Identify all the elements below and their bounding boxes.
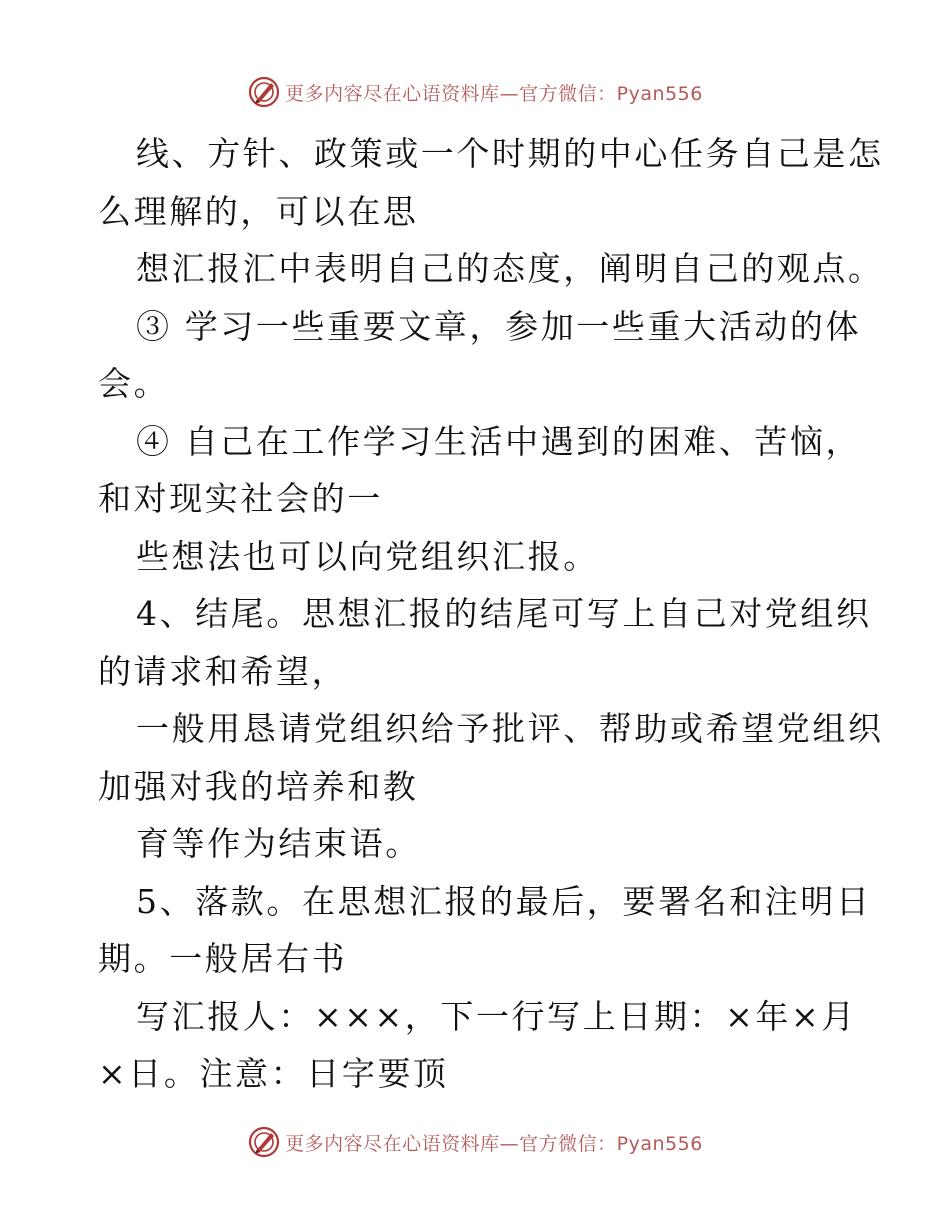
document-body	[98, 125, 884, 1103]
header-banner	[0, 72, 950, 112]
footer-banner-text: 更多内容尽在心语资料库—官方微信：Pyan556	[285, 1132, 703, 1155]
text-line: 想汇报汇中表明自己的态度，阐明自己的观点。	[136, 249, 884, 288]
footer-banner	[0, 1122, 950, 1162]
text-line: 写汇报人：×××，下一行写上日期：×年×月	[136, 996, 857, 1036]
text-line: 育等作为结束语。	[136, 824, 421, 863]
text-line: ×日。注意：日字要顶	[98, 1054, 449, 1093]
text-line: 加强对我的培养和教	[98, 766, 419, 806]
header-banner-text: 更多内容尽在心语资料库—官方微信：Pyan556	[285, 82, 703, 105]
text-line: 么理解的，可以在思	[98, 191, 419, 231]
text-line: 一般用恳请党组织给予批评、帮助或希望党组织	[136, 709, 884, 748]
text-line: 线、方针、政策或一个时期的中心任务自己是怎	[136, 134, 884, 173]
text-line: 些想法也可以向党组织汇报。	[136, 536, 599, 576]
text-line: 和对现实社会的一	[98, 479, 383, 518]
text-line: ③ 学习一些重要文章，参加一些重大活动的体	[136, 306, 862, 346]
pen-logo-icon	[247, 1125, 281, 1159]
text-line: 的请求和希望，	[98, 651, 348, 691]
text-line: 5、落款。在思想汇报的最后，要署名和注明日	[136, 881, 872, 921]
text-line: 会。	[98, 364, 170, 403]
text-line: 4、结尾。思想汇报的结尾可写上自己对党组织	[136, 594, 872, 633]
text-line: ④ 自己在工作学习生活中遇到的困难、苦恼，	[136, 421, 862, 461]
pen-logo-icon	[247, 75, 281, 109]
text-line: 期。一般居右书	[98, 939, 348, 978]
